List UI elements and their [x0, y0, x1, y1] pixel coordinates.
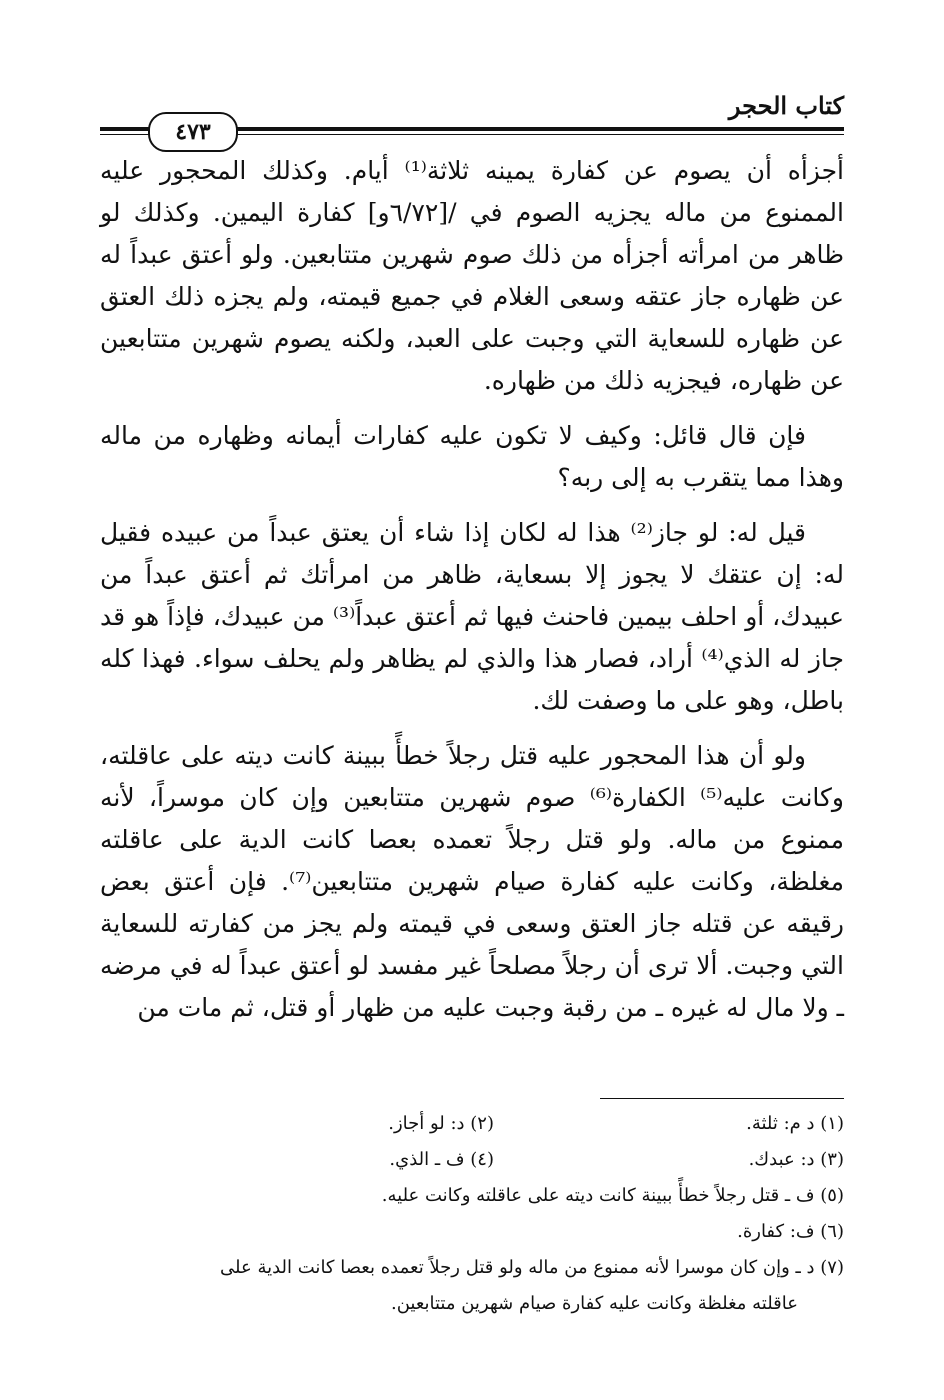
footnote-separator	[600, 1098, 844, 1099]
paragraph-3: قيل له: لو جاز⁽²⁾ هذا له لكان إذا شاء أن يعتق عبداً من عبيده فقيل له: إن عتقك لا يجوز إلا بسعاية، ظاهر من امرأتك ثم أعتق عبداً من عبيدك، أو احلف بيمين فاحنث فيها ثم أعتق عبداً⁽³⁾ من عبيدك، فإذاً هو قد جاز له الذي⁽⁴⁾ أراد، فصار هذا والذي لم يظاهر ولم يحلف سواء. فهذا كله باطل، وهو على ما وصفت لك.	[100, 518, 844, 715]
paragraph-4: ولو أن هذا المحجور عليه قتل رجلاً خطأً ببينة كانت ديته على عاقلته، وكانت عليه⁽⁵⁾ الكفارة⁽⁶⁾ صوم شهرين متتابعين وإن كان موسراً، لأنه ممنوع من ماله. ولو قتل رجلاً تعمده بعصا كانت الدية على عاقلته مغلظة، وكانت عليه كفارة صيام شهرين متتابعين⁽⁷⁾. فإن أعتق بعض رقيقه عن قتله جاز العتق وسعى في قيمته ولم يجز من كفارته للسعاية التي وجبت. ألا ترى أن رجلاً مصلحاً غير مفسد لو أعتق عبداً له في مرضه ـ ولا مال له غيره ـ من رقبة وجبت عليه من ظهار أو قتل، ثم مات من	[100, 741, 845, 1022]
page-number-badge	[148, 112, 238, 152]
paragraph-2: فإن قال قائل: وكيف لا تكون عليه كفارات أيمانه وظهاره من ماله وهذا مما يتقرب به إلى ربه؟	[100, 421, 844, 492]
footnote-3: (٣) د: عبدك.	[748, 1149, 844, 1170]
footnote-5: (٥) ف ـ قتل رجلاً خطأً ببينة كانت ديته على عاقلته وكانت عليه.	[381, 1185, 844, 1206]
page-number: ٤٧٣	[175, 119, 211, 145]
running-header-title: كتاب الحجر	[728, 91, 844, 120]
footnote-2: (٢) د: لو أجاز.	[388, 1113, 494, 1134]
footnote-7-continued: عاقلته مغلظة وكانت عليه كفارة صيام شهرين متتابعين.	[390, 1293, 798, 1314]
footnote-row	[100, 1142, 844, 1178]
footnotes	[100, 1106, 844, 1322]
footnote-4: (٤) ف ـ الذي.	[389, 1149, 494, 1170]
footnote-6: (٦) ف: كفارة.	[737, 1221, 844, 1242]
footnote-7: (٧) د ـ وإن كان موسرا لأنه ممنوع من ماله ولو قتل رجلاً تعمده بعصا كانت الدية على	[220, 1257, 844, 1278]
paragraph-1: أجزأه أن يصوم عن كفارة يمينه ثلاثة⁽¹⁾ أيام. وكذلك المحجور عليه الممنوع من ماله يجزيه الصوم في /[٦/٧٢و] كفارة اليمين. وكذلك لو ظاهر من امرأته أجزأه من ذلك صوم شهرين متتابعين. ولو أعتق عبداً له عن ظهاره جاز عتقه وسعى الغلام في جميع قيمته، ولم يجزه ذلك العتق عن ظهاره للسعاية التي وجبت على العبد، ولكنه يصوم شهرين متتابعين عن ظهاره، فيجزيه ذلك من ظهاره.	[100, 156, 844, 395]
footnote-1: (١) د م: ثلثة.	[746, 1113, 844, 1134]
footnote-row	[100, 1106, 844, 1142]
main-text	[100, 150, 844, 1029]
